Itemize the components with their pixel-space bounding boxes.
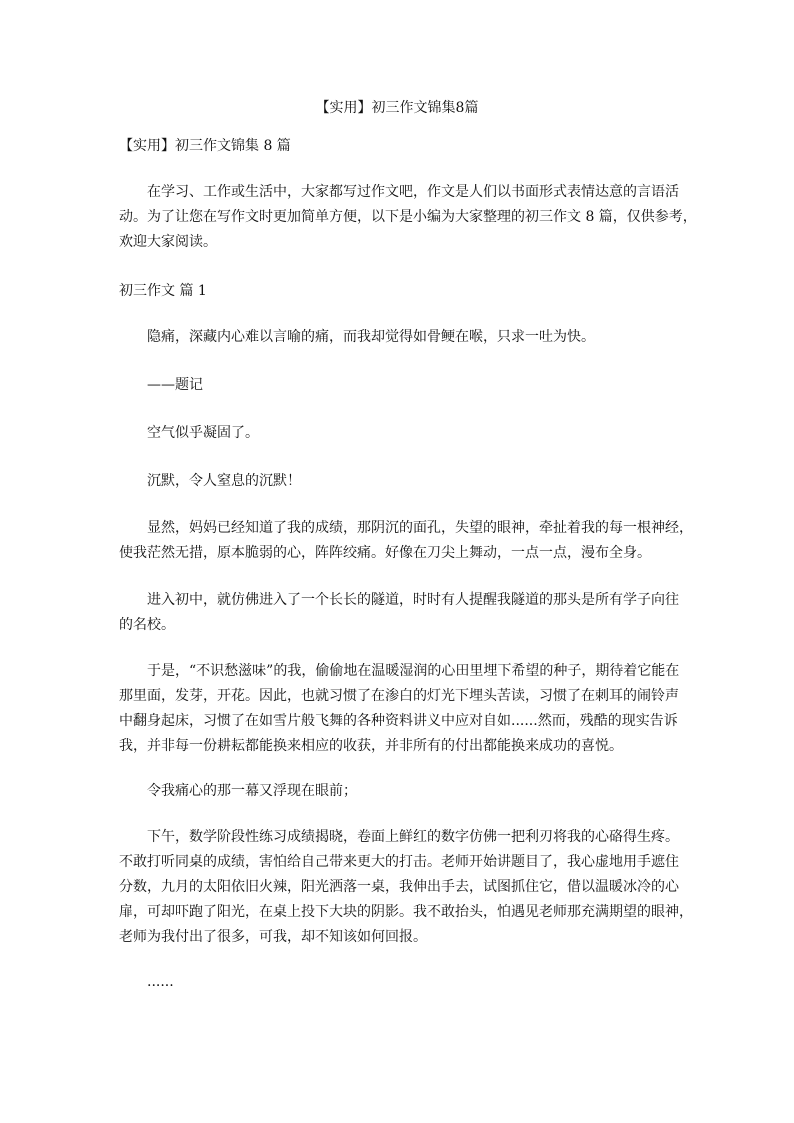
paragraph-line: 不敢打听同桌的成绩，害怕给自己带来更大的打击。老师开始讲题目了，我心虚地用手遮住 xyxy=(119,854,679,870)
paragraph-epigraph: ——题记 xyxy=(147,377,203,393)
ellipsis: ...... xyxy=(147,974,174,990)
intro-paragraph xyxy=(119,180,697,255)
intro-line: 欢迎大家阅读。 xyxy=(119,234,217,250)
paragraph-line: 老师为我付出了很多，可我，却不知该如何回报。 xyxy=(119,929,427,945)
paragraph-line: 显然，妈妈已经知道了我的成绩，那阴沉的面孔，失望的眼神，牵扯着我的每一根神经， xyxy=(147,520,693,536)
document-subtitle: 【实用】初三作文锦集 8 篇 xyxy=(119,138,291,154)
paragraph xyxy=(119,659,693,759)
paragraph: 令我痛心的那一幕又浮现在眼前； xyxy=(147,783,357,799)
paragraph-line: 那里面，发芽，开花。因此，也就习惯了在渗白的灯光下埋头苦读，习惯了在刺耳的闹铃声 xyxy=(119,688,679,704)
paragraph xyxy=(119,588,693,638)
paragraph-line: 使我茫然无措，原本脆弱的心，阵阵绞痛。好像在刀尖上舞动，一点一点，漫布全身。 xyxy=(119,545,651,561)
paragraph-line: 扉，可却吓跑了阳光，在桌上投下大块的阴影。我不敢抬头，怕遇见老师那充满期望的眼神， xyxy=(119,904,693,920)
intro-line: 动。为了让您在写作文时更加简单方便，以下是小编为大家整理的初三作文 8 篇，仅供参考， xyxy=(119,209,697,225)
paragraph xyxy=(119,516,693,566)
paragraph: 沉默，令人窒息的沉默！ xyxy=(147,473,301,489)
paragraph-line: 的名校。 xyxy=(119,617,175,633)
paragraph-line: 进入初中，就仿佛进入了一个长长的隧道，时时有人提醒我隧道的那头是所有学子向往 xyxy=(147,592,679,608)
paragraph-line: 于是，“不识愁滋味”的我，偷偷地在温暖湿润的心田里埋下希望的种子，期待着它能在 xyxy=(147,663,680,679)
intro-line: 在学习、工作或生活中，大家都写过作文吧，作文是人们以书面形式表情达意的言语活 xyxy=(147,184,679,200)
paragraph-line: 下午，数学阶段性练习成绩揭晓，卷面上鲜红的数字仿佛一把利刃将我的心硌得生疼。 xyxy=(147,829,679,845)
paragraph xyxy=(119,825,693,950)
document-title: 【实用】初三作文锦集8篇 xyxy=(315,100,479,116)
paragraph-line: 中翻身起床，习惯了在如雪片般飞舞的各种资料讲义中应对自如......然而，残酷的现实告诉 xyxy=(119,713,678,729)
paragraph-line: 我，并非每一份耕耘都能换来相应的收获，并非所有的付出都能换来成功的喜悦。 xyxy=(119,738,623,754)
section-heading: 初三作文 篇 1 xyxy=(119,283,207,299)
paragraph: 空气似乎凝固了。 xyxy=(147,425,259,441)
paragraph-line: 分数，九月的太阳依旧火辣，阳光洒落一桌，我伸出手去，试图抓住它，借以温暖冰冷的心 xyxy=(119,879,679,895)
paragraph: 隐痛，深藏内心难以言喻的痛，而我却觉得如骨鲠在喉，只求一吐为快。 xyxy=(147,329,595,345)
